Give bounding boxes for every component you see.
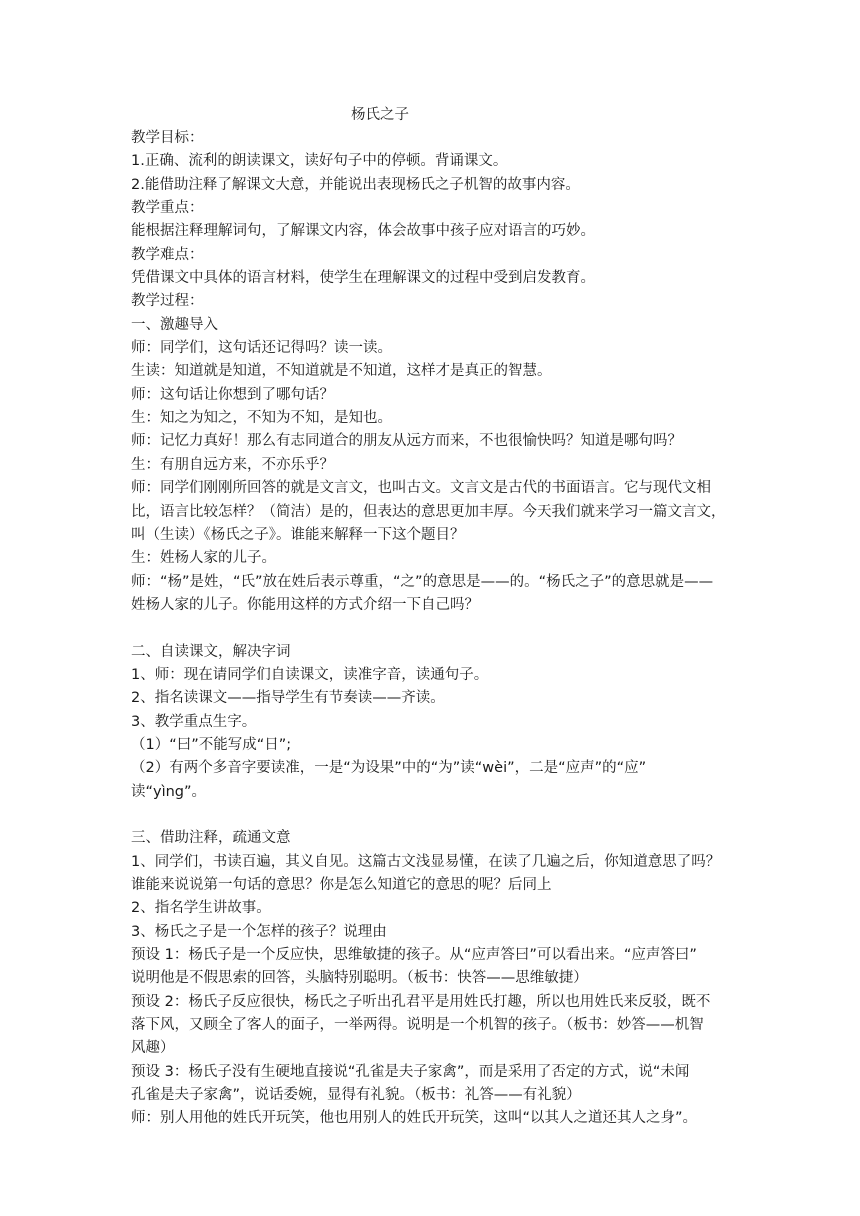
blank-line	[131, 617, 731, 640]
text-line: 2、指名学生讲故事。	[131, 900, 271, 917]
text-line: 一、激趣导入	[131, 316, 218, 333]
document-body	[131, 127, 731, 1131]
text-line: 师：记忆力真好！那么有志同道合的朋友从远方而来，不也很愉快吗？知道是哪句吗？	[131, 433, 682, 450]
text-line: 生：有朋自远方来，不亦乐乎？	[131, 456, 334, 473]
text-line: 预设 1：杨氏子是一个反应快，思维敏捷的孩子。从“应声答曰”可以看出来。“应声答曰”	[131, 947, 697, 964]
text-line: 比，语言比较怎样？（简洁）是的，但表达的意思更加丰厚。今天我们就来学习一篇文言文，	[131, 503, 726, 520]
text-line: 3、杨氏之子是一个怎样的孩子？说理由	[131, 923, 387, 940]
text-line: 凭借课文中具体的语言材料，使学生在理解课文的过程中受到启发教育。	[131, 270, 595, 287]
text-line: 1.正确、流利的朗读课文，读好句子中的停顿。背诵课文。	[131, 153, 508, 170]
text-line: 预设 3：杨氏子没有生硬地直接说“孔雀是夫子家禽”，而是采用了否定的方式，说“未闻	[131, 1063, 690, 1080]
text-line: 师：同学们，这句话还记得吗？读一读。	[131, 340, 392, 357]
text-line: 教学难点：	[131, 246, 204, 263]
text-line: 2.能借助注释了解课文大意，并能说出表现杨氏之子机智的故事内容。	[131, 176, 580, 193]
text-line: 师：“杨”是姓，“氏”放在姓后表示尊重，“之”的意思是——的。“杨氏之子”的意思就是——	[131, 573, 714, 590]
text-line: 姓杨人家的儿子。你能用这样的方式介绍一下自己吗？	[131, 596, 479, 613]
text-line: 二、自读课文，解决字词	[131, 643, 291, 660]
text-line: 师：别人用他的姓氏开玩笑，他也用别人的姓氏开玩笑，这叫“以其人之道还其人之身”。	[131, 1110, 698, 1127]
text-line: 3、教学重点生字。	[131, 713, 257, 730]
text-line: 生读：知道就是知道，不知道就是不知道，这样才是真正的智慧。	[131, 363, 552, 380]
text-line: 教学目标：	[131, 130, 204, 146]
text-line: 1、师：现在请同学们自读课文，读准字音，读通句子。	[131, 666, 489, 683]
blank-line	[131, 804, 731, 827]
text-line: 说明他是不假思索的回答，头脑特别聪明。（板书：快答——思维敏捷）	[131, 970, 588, 987]
document-title: 杨氏之子	[351, 107, 409, 123]
text-line: 读“yìng”。	[131, 783, 207, 800]
text-line: 三、借助注释，疏通文意	[131, 830, 291, 847]
text-line: 预设 2：杨氏子反应很快，杨氏之子听出孔君平是用姓氏打趣，所以也用姓氏来反驳，既不	[131, 993, 711, 1010]
text-line: 落下风，又顾全了客人的面子，一举两得。说明是一个机智的孩子。（板书：妙答——机智	[131, 1017, 704, 1034]
text-line: 生：知之为知之，不知为不知，是知也。	[131, 410, 392, 427]
text-line: （1）“曰”不能写成“日”;	[131, 736, 292, 753]
text-line: 教学重点：	[131, 200, 204, 217]
text-line: （2）有两个多音字要读准，一是“为设果”中的“为”读“wèi”，二是“应声”的“应”	[131, 760, 647, 777]
text-line: 师：这句话让你想到了哪句话？	[131, 386, 334, 403]
text-line: 能根据注释理解词句，了解课文内容，体会故事中孩子应对语言的巧妙。	[131, 223, 595, 240]
text-line: 1、同学们，书读百遍，其义自见。这篇古文浅显易懂，在读了几遍之后，你知道意思了吗？	[131, 853, 721, 870]
text-line: 叫（生读）《杨氏之子》。谁能来解释一下这个题目？	[131, 526, 465, 543]
text-line: 生：姓杨人家的儿子。	[131, 550, 276, 567]
text-line: 谁能来说说第一句话的意思？你是怎么知道它的意思的呢？后同上	[131, 877, 552, 893]
text-line: 师：同学们刚刚所回答的就是文言文，也叫古文。文言文是古代的书面语言。它与现代文相	[131, 480, 711, 497]
text-line: 2、指名读课文——指导学生有节奏读——齐读。	[131, 690, 445, 707]
text-line: 教学过程：	[131, 293, 204, 310]
text-line: 孔雀是夫子家禽”，说话委婉，显得有礼貌。（板书：礼答——有礼貌）	[131, 1087, 581, 1104]
text-line: 风趣）	[131, 1040, 175, 1057]
